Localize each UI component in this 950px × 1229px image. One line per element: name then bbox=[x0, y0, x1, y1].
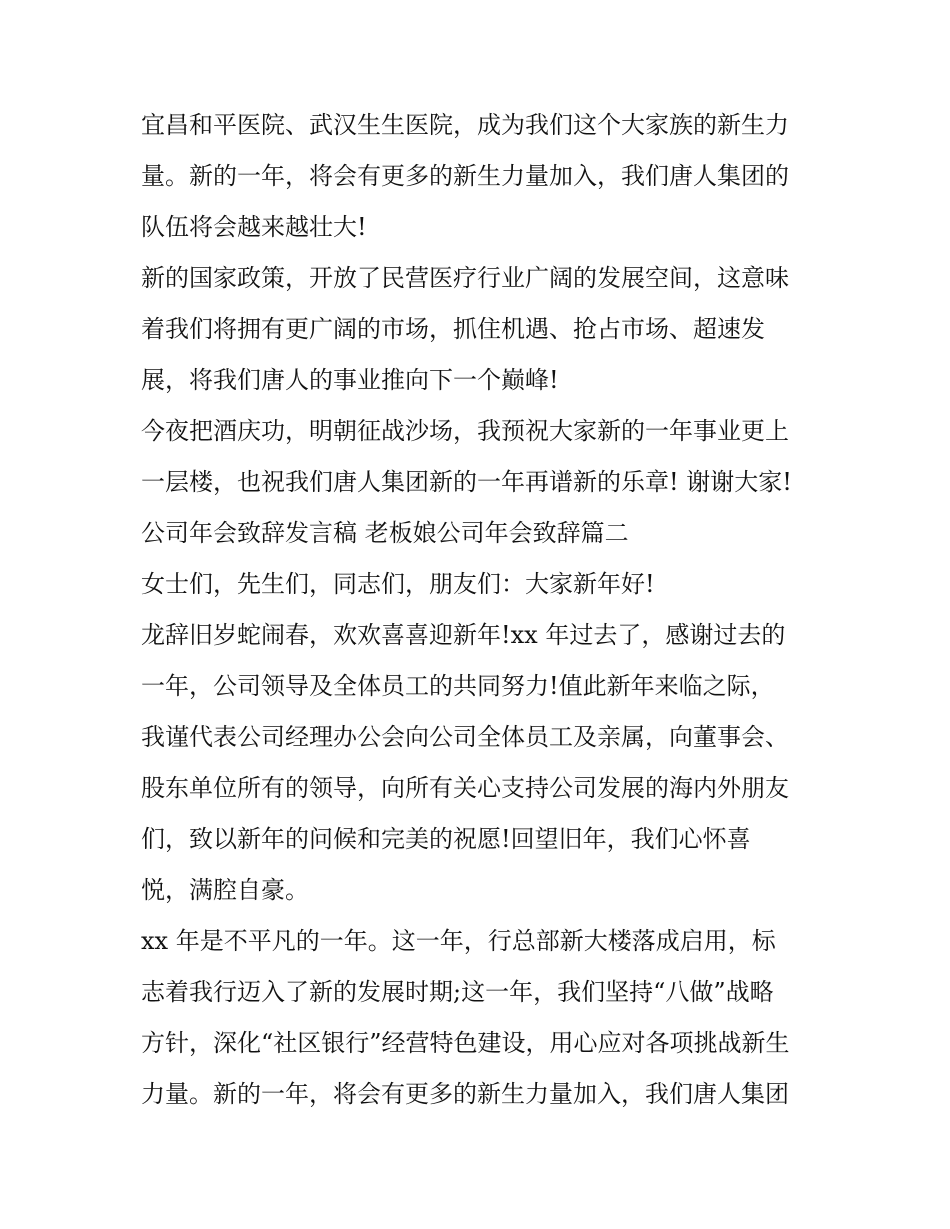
text-line: 方针，深化“社区银行”经营特色建设，用心应对各项挑战新生 bbox=[141, 1029, 790, 1057]
text-line: 龙辞旧岁蛇闹春，欢欢喜喜迎新年!xx 年过去了，感谢过去的 bbox=[141, 621, 786, 649]
text-line: 量。新的一年，将会有更多的新生力量加入，我们唐人集团的 bbox=[141, 162, 789, 190]
text-line: xx 年是不平凡的一年。这一年，行总部新大楼落成启用，标 bbox=[141, 927, 776, 955]
text-line: 新的国家政策，开放了民营医疗行业广阔的发展空间，这意味 bbox=[141, 264, 789, 292]
text-line: 志着我行迈入了新的发展时期;这一年，我们坚持“八做”战略 bbox=[141, 978, 774, 1006]
text-line: 我谨代表公司经理办公会向公司全体员工及亲属，向董事会、 bbox=[141, 723, 789, 751]
text-line: 力量。新的一年，将会有更多的新生力量加入，我们唐人集团 bbox=[141, 1080, 789, 1108]
text-line: 们，致以新年的问候和完美的祝愿!回望旧年，我们心怀喜 bbox=[141, 825, 751, 853]
text-line: 宜昌和平医院、武汉生生医院，成为我们这个大家族的新生力 bbox=[141, 111, 789, 139]
text-line: 展，将我们唐人的事业推向下一个巅峰! bbox=[141, 366, 559, 394]
text-line: 股东单位所有的领导，向所有关心支持公司发展的海内外朋友 bbox=[141, 774, 789, 802]
text-line: 队伍将会越来越壮大! bbox=[141, 213, 367, 241]
text-line: 女士们，先生们，同志们，朋友们：大家新年好! bbox=[141, 570, 655, 598]
text-line: 一层楼，也祝我们唐人集团新的一年再谱新的乐章! 谢谢大家! bbox=[141, 468, 792, 496]
text-line: 悦，满腔自豪。 bbox=[141, 876, 309, 904]
text-line: 一年，公司领导及全体员工的共同努力!值此新年来临之际， bbox=[141, 672, 775, 700]
section-heading: 公司年会致辞发言稿 老板娘公司年会致辞篇二 bbox=[141, 519, 629, 547]
text-line: 今夜把酒庆功，明朝征战沙场，我预祝大家新的一年事业更上 bbox=[141, 417, 789, 445]
text-line: 着我们将拥有更广阔的市场，抓住机遇、抢占市场、超速发 bbox=[141, 315, 765, 343]
document-body bbox=[141, 100, 821, 1120]
